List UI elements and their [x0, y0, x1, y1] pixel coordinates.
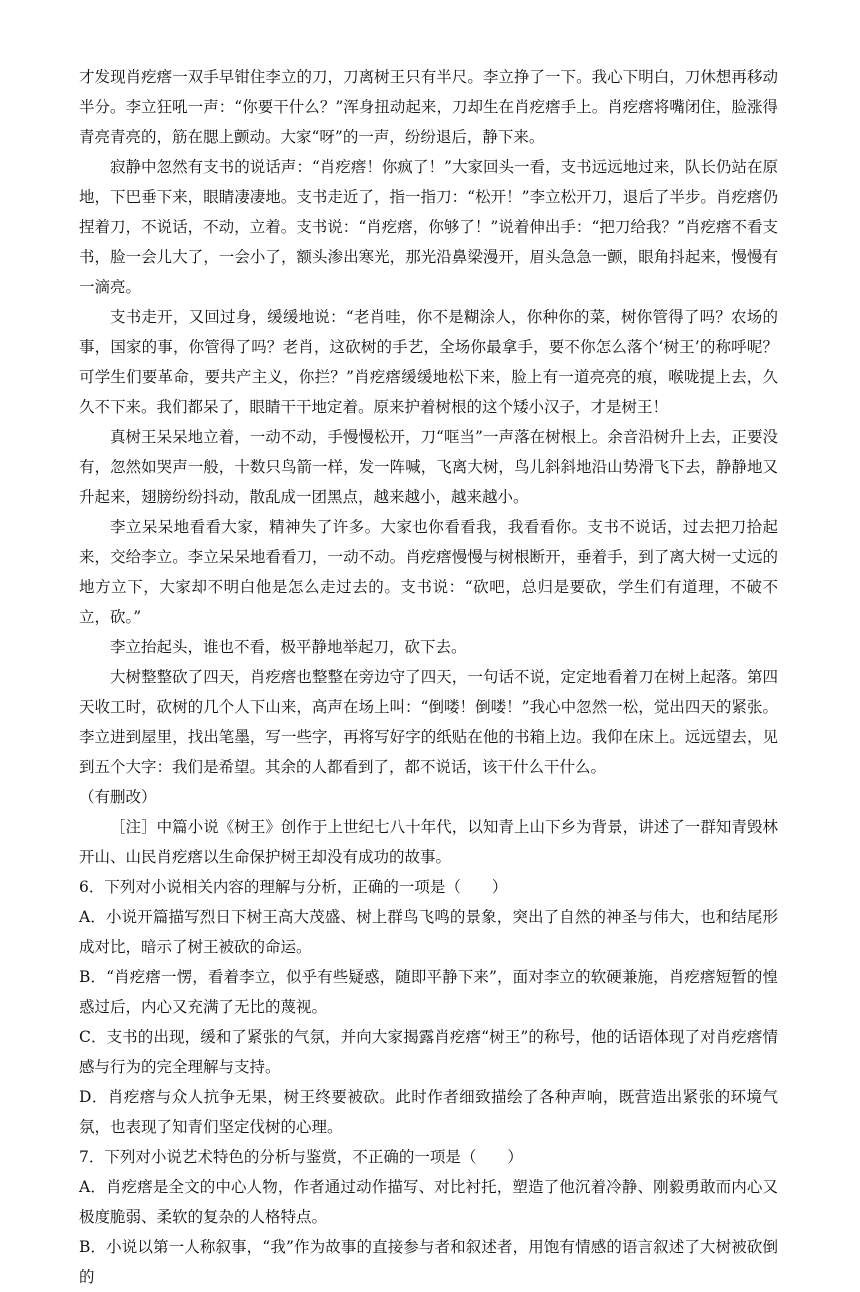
- story-paragraph-4: 真树王呆呆地立着，一动不动，手慢慢松开，刀“哐当”一声落在树根上。余音沿树升上去，正要没有，忽然如哭声一般，十数只鸟箭一样，发一阵喊，飞离大树，鸟儿斜斜地沿山势滑飞下去，静静地又升起来，翅膀纷纷抖动，散乱成一团黑点，越来越小，越来越小。: [79, 428, 778, 506]
- story-paragraph-7: 大树整整砍了四天，肖疙瘩也整整在旁边守了四天，一句话不说，定定地看着刀在树上起落。第四天收工时，砍树的几个人下山来，高声在场上叫：“倒喽！倒喽！”我心中忽然一松，觉出四天的紧张。李立进到屋里，找出笔墨，写一些字，再将写好字的纸贴在他的书箱上边。我仰在床上。远远望去，见到五个大字：我们是希望。其余的人都看到了，都不说话，该干什么干什么。: [79, 668, 778, 776]
- question-7-stem: 7．下列对小说艺术特色的分析与鉴赏，不正确的一项是（ ）: [79, 1148, 523, 1166]
- story-paragraph-6: 李立抬起头，谁也不看，极平静地举起刀，砍下去。: [110, 638, 467, 656]
- question-6-option-c: C．支书的出现，缓和了紧张的气氛，并向大家揭露肖疙瘩“树王”的称号，他的话语体现了对肖疙瘩情感与行为的完全理解与支持。: [79, 1028, 778, 1076]
- source-note: （有删改）: [79, 788, 157, 806]
- story-paragraph-3: 支书走开，又回过身，缓缓地说：“老肖哇，你不是糊涂人，你种你的菜，树你管得了吗？农场的事，国家的事，你管得了吗？老肖，这砍树的手艺，全场你最拿手，要不你怎么落个‘树王’的称呼呢？可学生们要革命，要共产主义，你拦？”肖疙瘩缓缓地松下来，脸上有一道亮亮的痕，喉咙提上去，久久不下来。我们都呆了，眼睛干干地定着。原来护着树根的这个矮小汉子，才是树王！: [79, 308, 778, 416]
- question-6-stem: 6．下列对小说相关内容的理解与分析，正确的一项是（ ）: [79, 878, 508, 896]
- question-6-option-a: A．小说开篇描写烈日下树王高大茂盛、树上群鸟飞鸣的景象，突出了自然的神圣与伟大，也和结尾形成对比，暗示了树王被砍的命运。: [79, 908, 778, 956]
- story-paragraph-5: 李立呆呆地看看大家，精神失了许多。大家也你看看我，我看看你。支书不说话，过去把刀拾起来，交给李立。李立呆呆地看看刀，一动不动。肖疙瘩慢慢与树根断开，垂着手，到了离大树一丈远的地方立下，大家却不明白他是怎么走过去的。支书说：“砍吧，总归是要砍，学生们有道理，不破不立，砍。”: [79, 518, 778, 626]
- question-7-option-a: A．肖疙瘩是全文的中心人物，作者通过动作描写、对比衬托，塑造了他沉着冷静、刚毅勇敢而内心又极度脆弱、柔软的复杂的人格特点。: [79, 1178, 778, 1226]
- question-6-option-d: D．肖疙瘩与众人抗争无果，树王终要被砍。此时作者细致描绘了各种声响，既营造出紧张的环境气氛，也表现了知青们坚定伐树的心理。: [79, 1088, 778, 1136]
- story-paragraph-2: 寂静中忽然有支书的说话声：“肖疙瘩！你疯了！”大家回头一看，支书远远地过来，队长仍站在原地，下巴垂下来，眼睛凄凄地。支书走近了，指一指刀：“松开！”李立松开刀，退后了半步。肖疙瘩仍捏着刀，不说话，不动，立着。支书说：“肖疙瘩，你够了！”说着伸出手：“把刀给我？”肖疙瘩不看支书，脸一会儿大了，一会小了，额头渗出寒光，那光沿鼻梁漫开，眉头急急一颤，眼角抖起来，慢慢有一滴亮。: [79, 158, 778, 296]
- annotation-note: ［注］中篇小说《树王》创作于上世纪七八十年代，以知青上山下乡为背景，讲述了一群知青毁林开山、山民肖疙瘩以生命保护树王却没有成功的故事。: [79, 818, 778, 866]
- story-paragraph-1: 才发现肖疙瘩一双手早钳住李立的刀，刀离树王只有半尺。李立挣了一下。我心下明白，刀休想再移动半分。李立狂吼一声：“你要干什么？”浑身扭动起来，刀却生在肖疙瘩手上。肖疙瘩将嘴闭住，脸涨得青亮青亮的，筋在腮上颤动。大家“呀”的一声，纷纷退后，静下来。: [79, 68, 778, 146]
- question-6-option-b: B．“肖疙瘩一愣，看着李立，似乎有些疑惑，随即平静下来”，面对李立的软硬兼施，肖疙瘩短暂的惶惑过后，内心又充满了无比的蔑视。: [79, 968, 778, 1016]
- question-7-option-b: B．小说以第一人称叙事，“我”作为故事的直接参与者和叙述者，用饱有情感的语言叙述了大树被砍倒的: [79, 1238, 778, 1286]
